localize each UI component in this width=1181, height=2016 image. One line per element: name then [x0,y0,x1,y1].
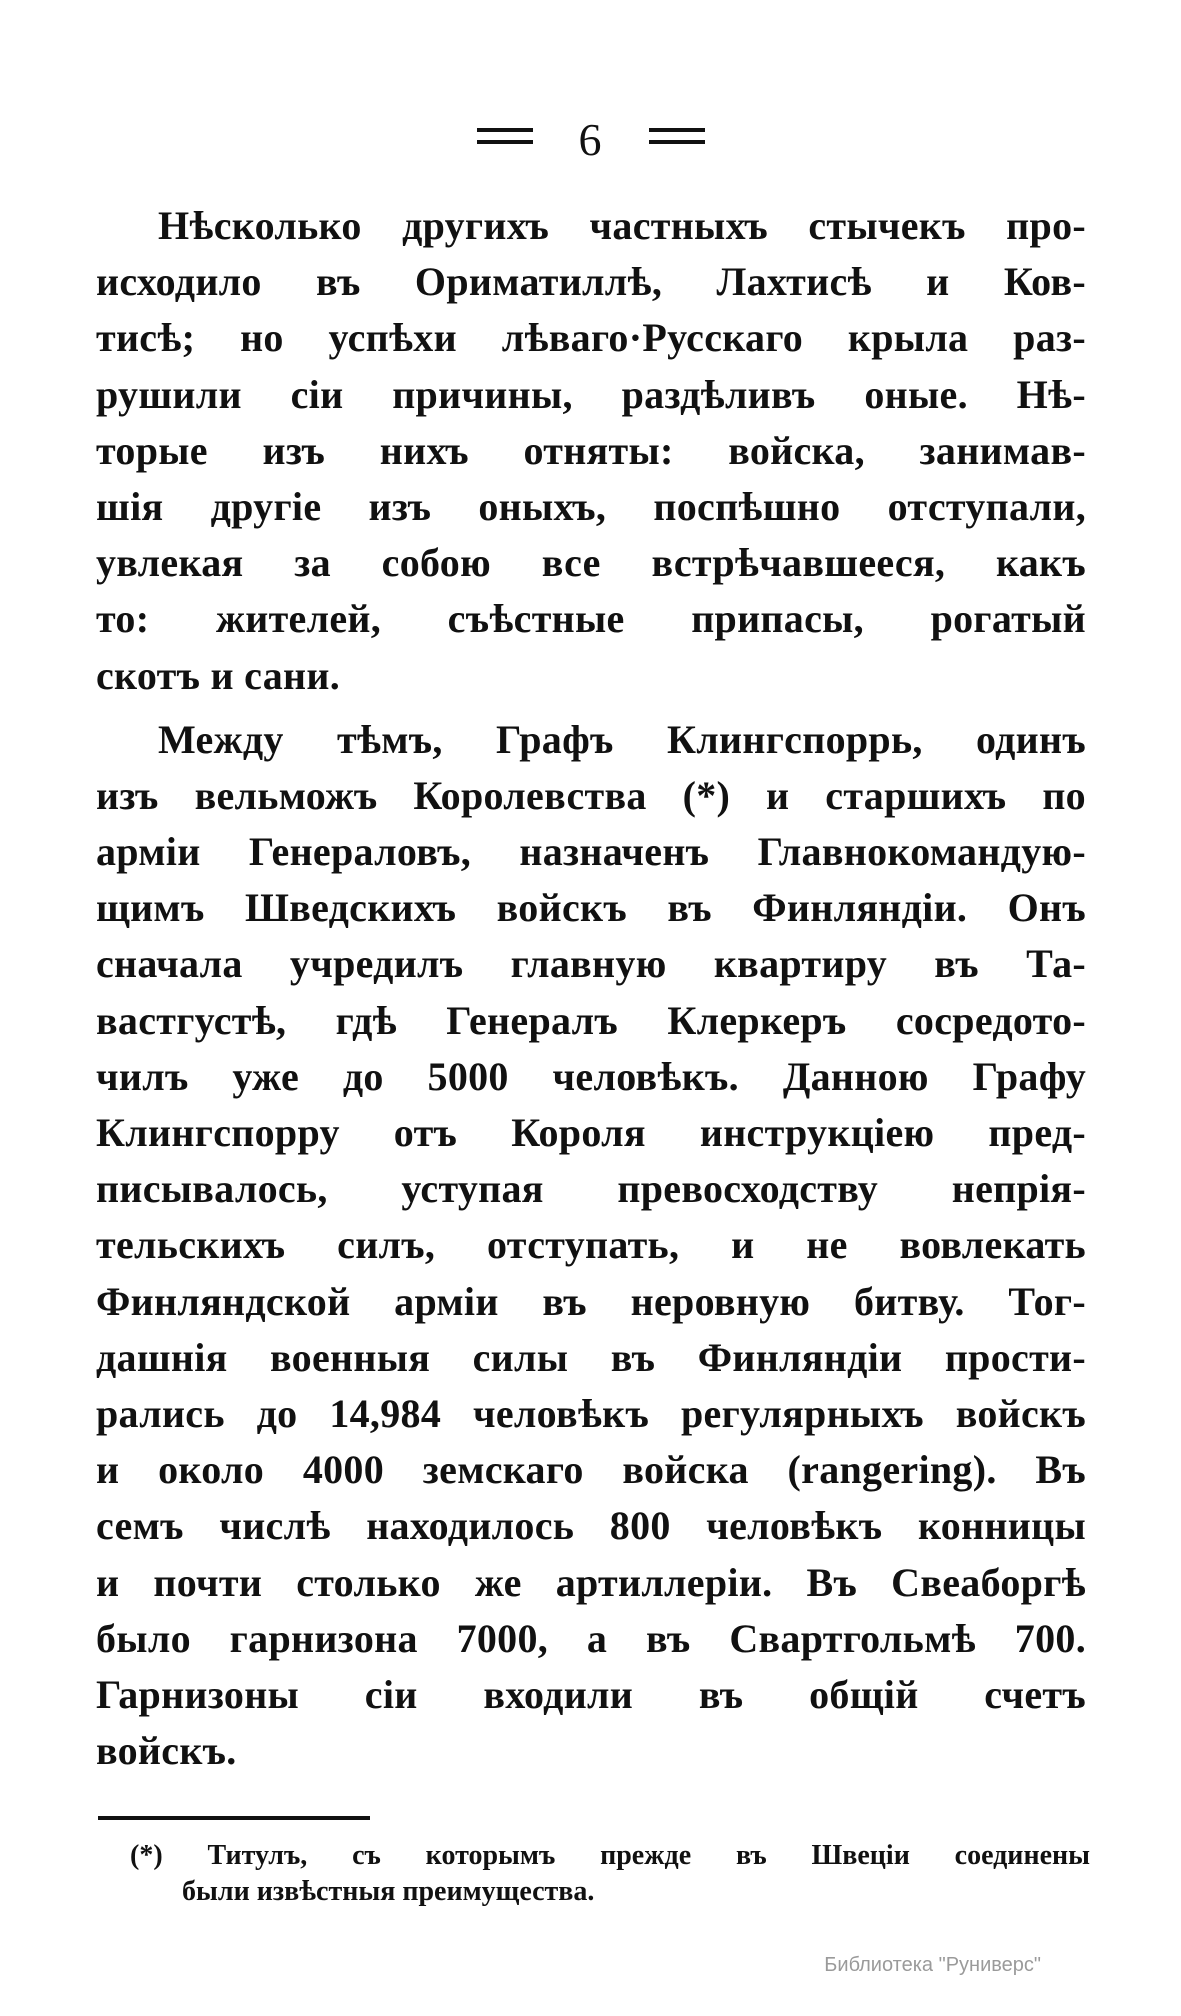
text-line: изъ вельможъ Королевства (*) и старшихъ по [96,772,1086,818]
text-line: семъ числѣ находилось 800 человѣкъ конницы [96,1503,1086,1549]
text-line: шія другіе изъ оныхъ, поспѣшно отступали, [96,483,1086,529]
text-line: торые изъ нихъ отняты: войска, занимав- [96,427,1086,473]
footnote [130,1838,1090,1910]
text-line: писывалось, уступая превосходству непрія- [96,1166,1086,1212]
text-line: вастгустѣ, гдѣ Генералъ Клеркеръ сосредото- [96,997,1086,1043]
library-watermark: Библиотека "Руниверс" [824,1954,1041,1976]
text-line: рались до 14,984 человѣкъ регулярныхъ войскъ [96,1390,1086,1436]
page-header [0,112,1181,168]
text-line: исходило въ Ориматиллѣ, Лахтисѣ и Ков- [96,259,1086,305]
body-text [96,198,1086,1779]
page-number: 6 [578,114,603,165]
paragraph [96,712,1086,1780]
text-line: сначала учредилъ главную квартиру въ Та- [96,941,1086,987]
text-line: увлекая за собою все встрѣчавшееся, какъ [96,540,1086,586]
text-line: арміи Генераловъ, назначенъ Главнокомандую- [96,829,1086,875]
text-line: войскъ. [96,1728,237,1774]
footnote-line [130,1838,1090,1874]
text-line: то: жителей, съѣстные припасы, рогатый [96,596,1086,642]
text-line: Клингспорру отъ Короля инструкціею пред- [96,1110,1086,1155]
footnote-divider [98,1816,370,1820]
right-ornament [649,128,705,132]
text-line: и около 4000 земскаго войска (rangering). Въ [96,1447,1086,1493]
footnote-text: Титулъ, съ которымъ прежде въ Швеціи соединены [207,1840,1090,1871]
text-line: Гарнизоны сіи входили въ общій счетъ [96,1671,1086,1717]
text-line: рушили сіи причины, раздѣливъ оные. Нѣ- [96,371,1086,417]
footnote-marker: (*) [130,1840,163,1871]
text-line: скотъ и сани. [96,652,340,698]
text-line: чилъ уже до 5000 человѣкъ. Данною Графу [96,1053,1086,1099]
text-line: тисѣ; но успѣхи лѣваго·Русскаго крыла раз- [96,315,1086,361]
text-line: Между тѣмъ, Графъ Клингспоррь, одинъ [158,716,1086,762]
text-line: Нѣсколько другихъ частныхъ стычекъ про- [158,203,1086,248]
paragraph-gap [96,704,1086,712]
text-line: тельскихъ силъ, отступать, и не вовлекать [96,1222,1086,1268]
text-line: щимъ Шведскихъ войскъ въ Финляндіи. Онъ [96,885,1086,931]
text-line: Финляндской арміи въ неровную битву. Тог- [96,1278,1086,1324]
paragraph [96,198,1086,704]
left-ornament [477,128,533,132]
footnote-line: были извѣстныя преимущества. [182,1876,595,1907]
text-line: и почти столько же артиллеріи. Въ Свеаборгѣ [96,1559,1086,1605]
text-line: дашнія военныя силы въ Финляндіи прости- [96,1334,1086,1380]
text-line: было гарнизона 7000, а въ Свартгольмѣ 700. [96,1615,1086,1661]
